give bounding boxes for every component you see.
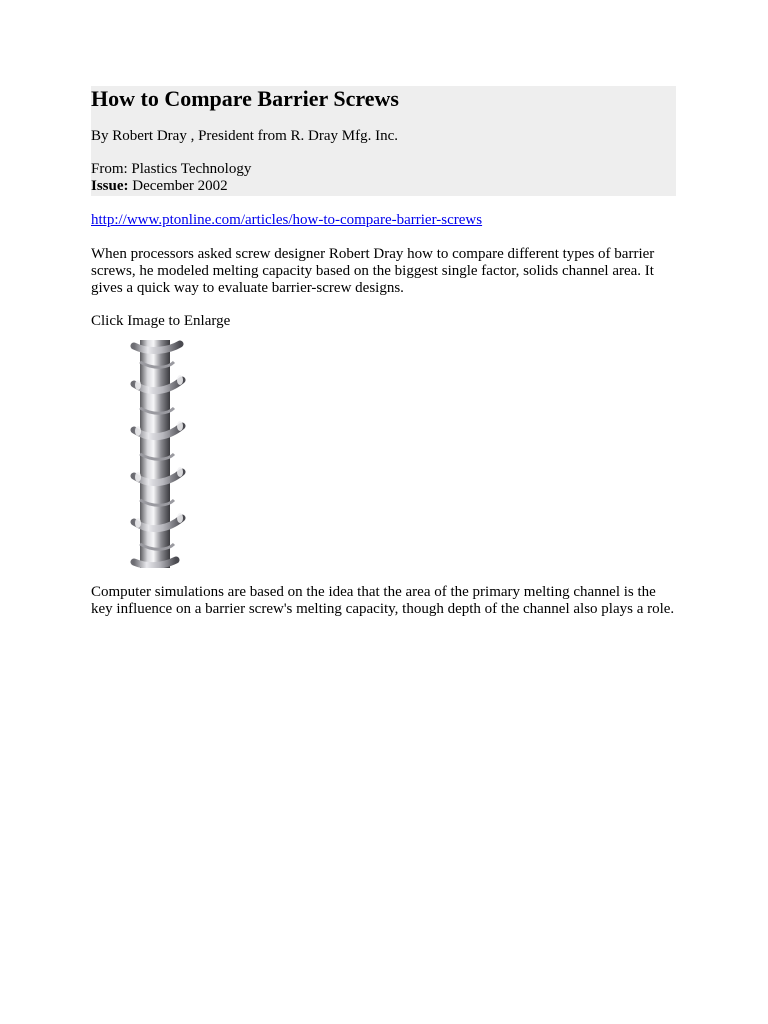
intro-paragraph: When processors asked screw designer Robert Dray how to compare different types of barrier screws, he modeled melting capacity based on the biggest single factor, solids channel area. It gives a quick way to evaluate barrier-screw designs.: [91, 246, 655, 296]
body-paragraph: Computer simulations are based on the idea that the area of the primary melting channel is the key influence on a barrier screw's melting capacity, though depth of the channel also plays a role.: [91, 584, 675, 617]
source-line: From: Plastics Technology: [91, 161, 252, 177]
article-header: [91, 86, 676, 196]
issue-value: December 2002: [128, 178, 228, 194]
issue-line: [91, 178, 676, 195]
byline: By Robert Dray , President from R. Dray Mfg. Inc.: [91, 128, 399, 144]
barrier-screw-image[interactable]: [130, 340, 186, 568]
article-link[interactable]: http://www.ptonline.com/articles/how-to-compare-barrier-screws: [91, 212, 483, 228]
image-caption: Click Image to Enlarge: [91, 313, 231, 329]
issue-label: Issue:: [91, 178, 129, 194]
article: [91, 86, 676, 618]
page-title: How to Compare Barrier Screws: [91, 86, 399, 111]
